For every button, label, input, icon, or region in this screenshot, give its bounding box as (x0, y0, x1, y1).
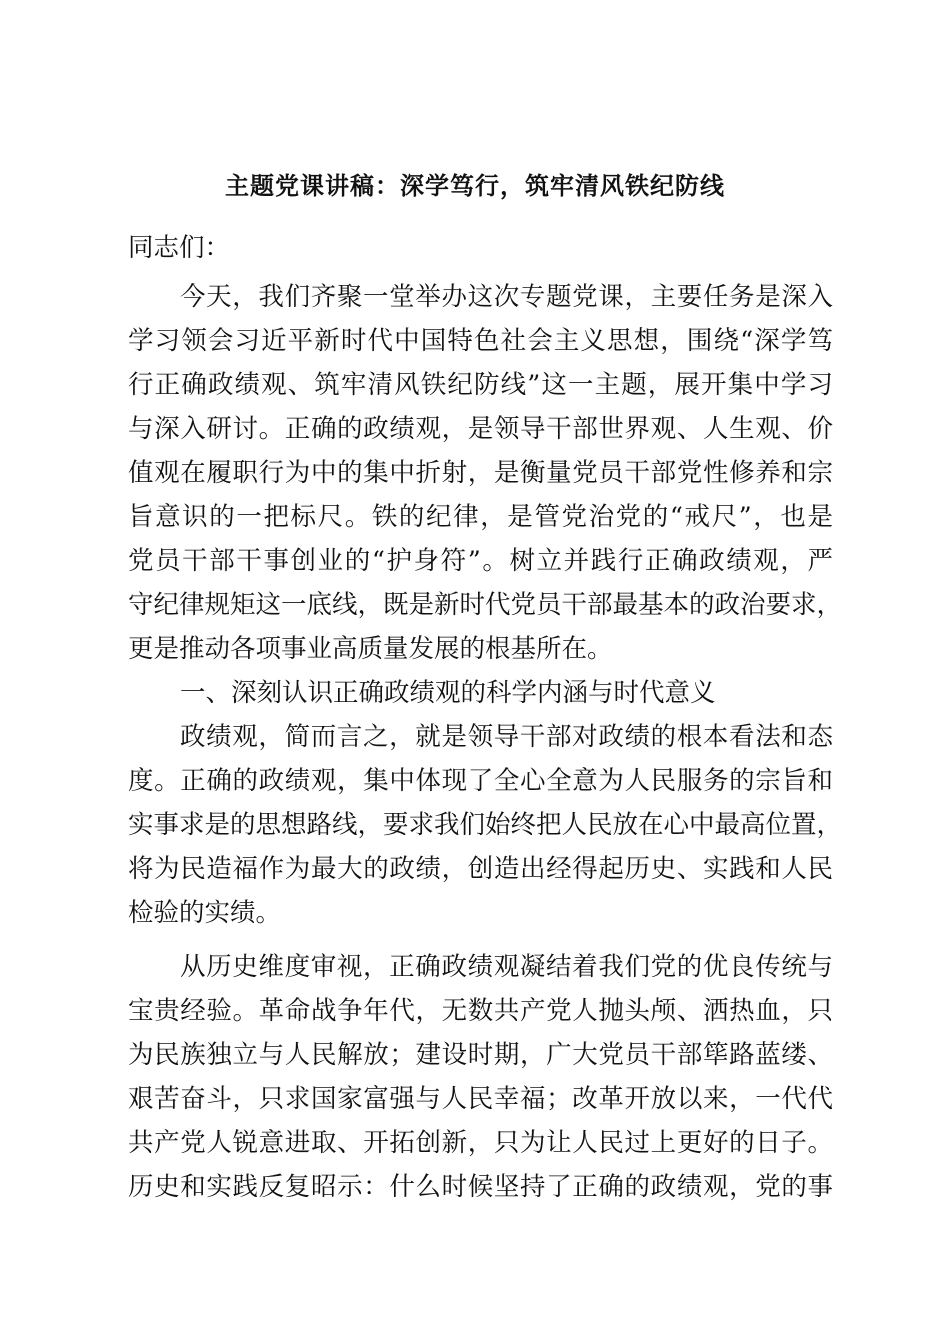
paragraph-line: 检验的实绩。 (128, 898, 282, 928)
paragraph-line: 学习领会习近平新时代中国特色社会主义思想，围绕“深学笃 (128, 326, 833, 356)
paragraph-line: 党员干部干事创业的“护身符”。树立并践行正确政绩观，严 (128, 546, 833, 576)
paragraph-line: 今天，我们齐聚一堂举办这次专题党课，主要任务是深入 (180, 282, 833, 312)
paragraph-line: 历史和实践反复昭示：什么时候坚持了正确的政绩观，党的事 (128, 1172, 833, 1202)
salutation: 同志们： (128, 233, 231, 263)
section-heading: 一、深刻认识正确政绩观的科学内涵与时代意义 (180, 678, 716, 708)
document-title: 主题党课讲稿：深学笃行，筑牢清风铁纪防线 (225, 171, 725, 200)
paragraph-line: 将为民造福作为最大的政绩，创造出经得起历史、实践和人民 (128, 854, 833, 884)
paragraph-line: 与深入研讨。正确的政绩观，是领导干部世界观、人生观、价 (128, 414, 833, 444)
paragraph-line: 更是推动各项事业高质量发展的根基所在。 (128, 634, 613, 664)
paragraph-line: 实事求是的思想路线，要求我们始终把人民放在心中最高位置， (128, 810, 843, 840)
paragraph-line: 值观在履职行为中的集中折射，是衡量党员干部党性修养和宗 (128, 458, 833, 488)
paragraph-line: 守纪律规矩这一底线，既是新时代党员干部最基本的政治要求， (128, 590, 843, 620)
paragraph-line: 旨意识的一把标尺。铁的纪律，是管党治党的“戒尺”，也是 (128, 502, 833, 532)
paragraph-line: 为民族独立与人民解放；建设时期，广大党员干部筚路蓝缕、 (128, 1040, 833, 1070)
paragraph-line: 宝贵经验。革命战争年代，无数共产党人抛头颅、洒热血，只 (128, 996, 833, 1026)
paragraph-line: 艰苦奋斗，只求国家富强与人民幸福；改革开放以来，一代代 (128, 1084, 833, 1114)
paragraph-line: 共产党人锐意进取、开拓创新，只为让人民过上更好的日子。 (128, 1128, 833, 1158)
paragraph-line: 行正确政绩观、筑牢清风铁纪防线”这一主题，展开集中学习 (128, 370, 833, 400)
paragraph-line: 度。正确的政绩观，集中体现了全心全意为人民服务的宗旨和 (128, 766, 833, 796)
paragraph-line: 从历史维度审视，正确政绩观凝结着我们党的优良传统与 (180, 952, 833, 982)
paragraph-line: 政绩观，简而言之，就是领导干部对政绩的根本看法和态 (180, 722, 833, 752)
